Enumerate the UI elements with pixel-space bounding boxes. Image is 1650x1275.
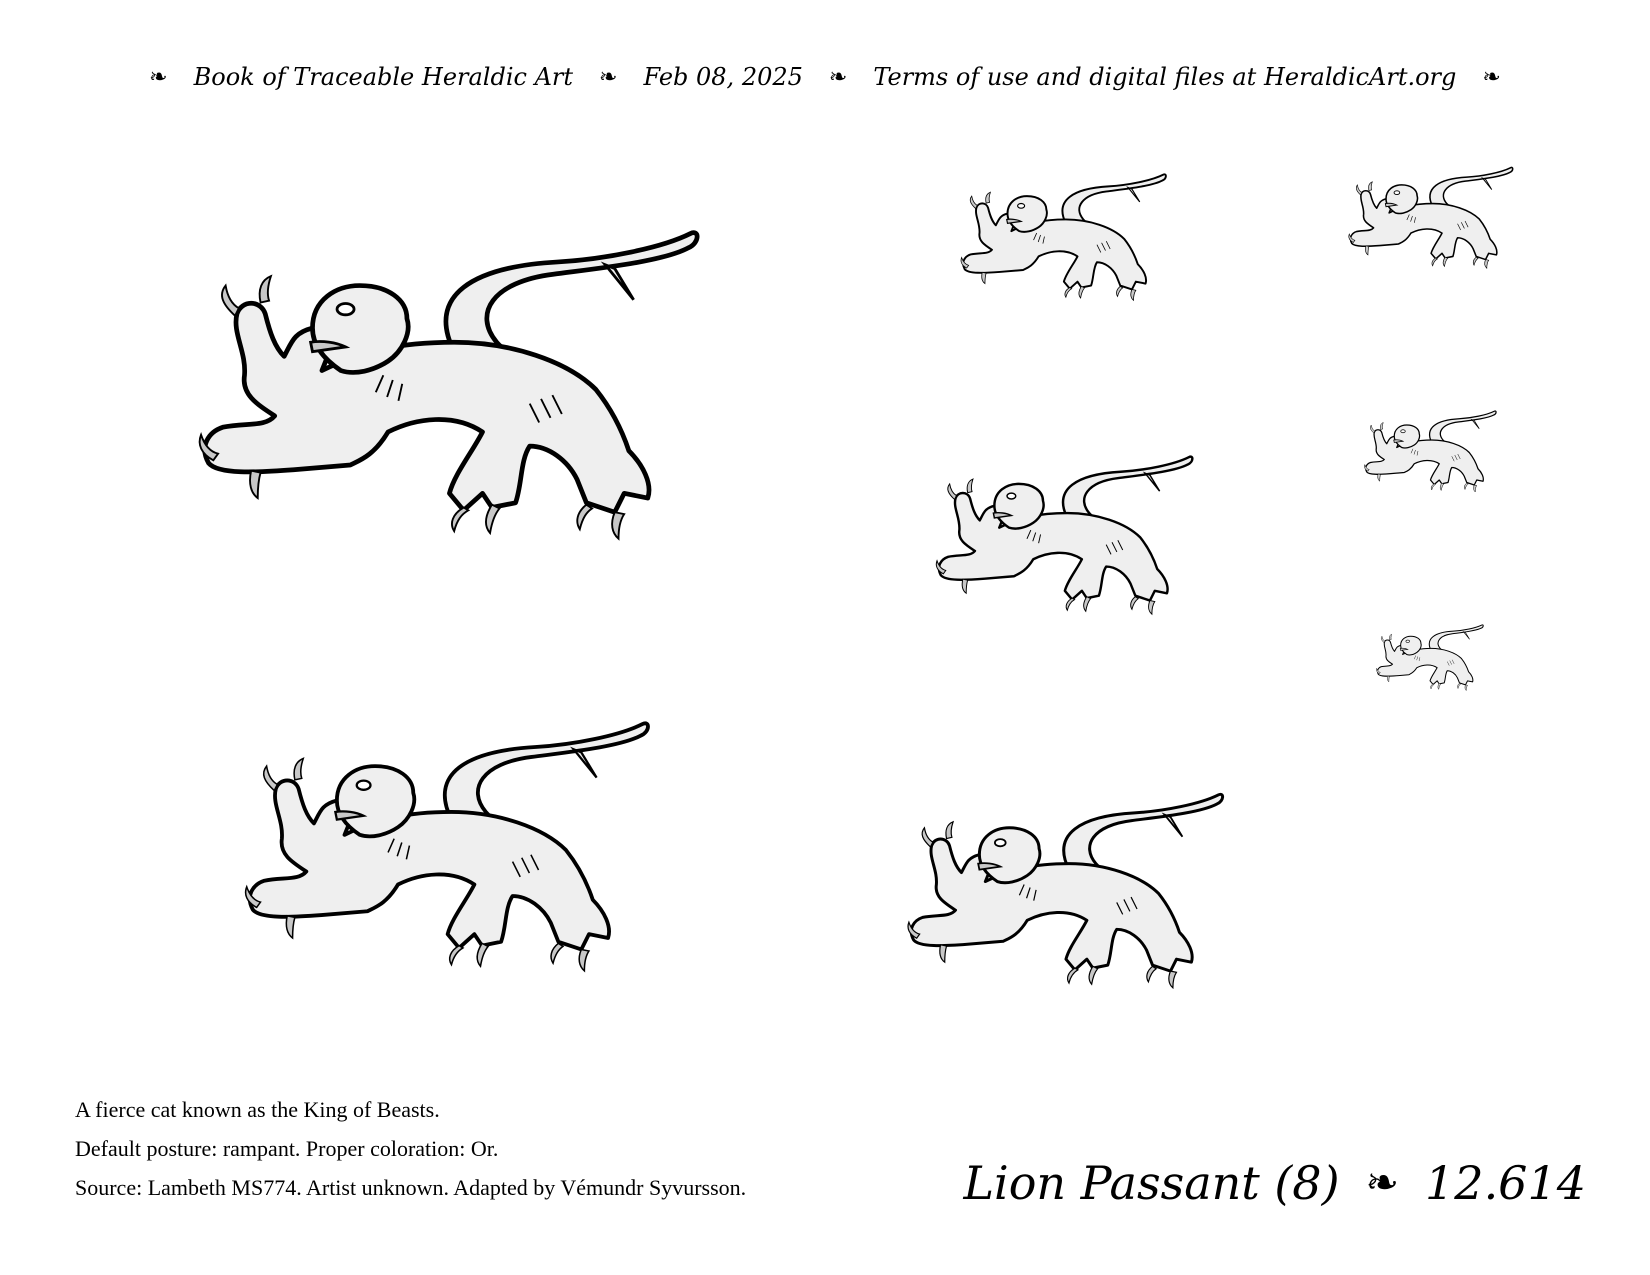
lion-passant-small-2-icon: [1348, 405, 1508, 495]
header-ornament-1: ❧: [149, 64, 168, 90]
lion-passant-medium-3-icon: [870, 780, 1250, 995]
lion-passant-large-1-icon: [135, 210, 745, 550]
header-date: Feb 08, 2025: [643, 63, 803, 91]
description-block: [75, 1090, 935, 1207]
description-line-1: A fierce cat known as the King of Beasts.: [75, 1097, 440, 1122]
lion-passant-small-3-icon: [1363, 620, 1493, 693]
plate-title: [963, 1148, 1586, 1218]
title-ornament: ❧: [1365, 1160, 1400, 1206]
lion-passant-small-1-icon: [1328, 160, 1528, 272]
plate-name: Lion Passant (8): [963, 1156, 1340, 1210]
header-ornament-3: ❧: [828, 64, 848, 90]
page-header: [0, 52, 1650, 102]
header-ornament-4: ❧: [1482, 64, 1501, 90]
lion-passant-medium-1-icon: [935, 165, 1185, 305]
lion-passant-medium-2-icon: [905, 445, 1215, 620]
book-title: Book of Traceable Heraldic Art: [193, 63, 574, 91]
header-ornament-2: ❧: [599, 64, 618, 90]
description-line-3: Source: Lambeth MS774. Artist unknown. Adapted by Vémundr Syvursson.: [75, 1175, 747, 1200]
terms-link[interactable]: Terms of use and digital files at HeraldicArt.org: [873, 63, 1457, 91]
lion-passant-large-2-icon: [195, 705, 685, 980]
plate-number: 12.614: [1425, 1156, 1586, 1210]
description-line-2: Default posture: rampant. Proper coloration: Or.: [75, 1136, 499, 1161]
